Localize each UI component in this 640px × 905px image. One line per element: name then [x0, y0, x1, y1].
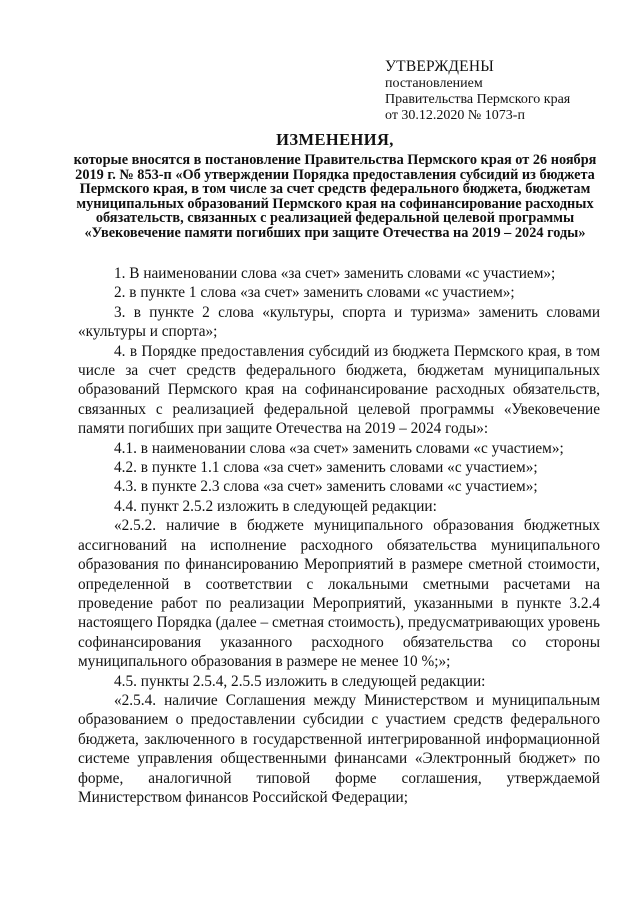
paragraph: 4.5. пункты 2.5.4, 2.5.5 изложить в следующей редакции: — [114, 672, 486, 690]
paragraph: 4.3. в пункте 2.3 слова «за счет» заменить словами «с участием»; — [114, 478, 538, 496]
paragraph: «2.5.2. наличие в бюджете муниципального образования бюджетных ассигнований на исполнение расходного обязательства муниципального образования по финансированию Мероприятий в размере сметной стоимости, определенной в соответствии с локальными сметными расчетами на проведение работ по реализации Мероприятий, указанными в пункте 3.2.4 настоящего Порядка (далее – сметная стоимость), предусматривающих уровень софинансирования указанного расходного обязательства со стороны муниципального образования в размере не менее 10 %;»; — [78, 517, 600, 671]
approval-line: постановлением — [385, 76, 483, 91]
paragraph: 4. в Порядке предоставления субсидий из бюджета Пермского края, в том числе за счет средств федерального бюджета, бюджетам муниципальных образований Пермского края на софинансирование расходных обязательств, связанных с реализацией федеральной целевой программы «Увековечение памяти погибших при защите Отечества на 2019 – 2024 годы»: — [78, 342, 600, 438]
document-body — [78, 264, 600, 807]
approval-line: Правительства Пермского края — [385, 92, 571, 107]
paragraph: «2.5.4. наличие Соглашения между Министерством и муниципальным образованием о предоставлении субсидии с участием средств федерального бюджета, заключенного в государственной интегрированной информационной системе управления общественными финансами «Электронный бюджет» по форме, аналогичной типовой форме соглашения, утверждаемой Министерством финансов Российской Федерации; — [78, 691, 600, 806]
document-heading — [60, 130, 610, 241]
paragraph: 1. В наименовании слова «за счет» заменить словами «с участием»; — [114, 265, 556, 282]
paragraph: 3. в пункте 2 слова «культуры, спорта и туризма» заменить словами «культуры и спорта»; — [78, 303, 600, 341]
paragraph: 4.4. пункт 2.5.2 изложить в следующей редакции: — [114, 497, 437, 515]
document-title: ИЗМЕНЕНИЯ, — [276, 130, 394, 149]
approval-date-number: от 30.12.2020 № 1073-п — [385, 108, 525, 123]
document-subtitle: которые вносятся в постановление Правительства Пермского края от 26 ноября 2019 г. № 853-п «Об утверждении Порядка предоставления субсидий из бюджета Пермского края, в том числе за счет средств федерального бюджета, бюджетам муниципальных образований Пермского края на софинансирование расходных обязательств, связанных с реализацией федеральной целевой программы «Увековечение памяти погибших при защите Отечества на 2019 – 2024 годы» — [73, 152, 597, 241]
paragraph: 4.2. в пункте 1.1 слова «за счет» заменить словами «с участием»; — [114, 459, 538, 477]
approval-stamp — [385, 58, 630, 124]
approval-title: УТВЕРЖДЕНЫ — [385, 58, 494, 75]
paragraph: 2. в пункте 1 слова «за счет» заменить словами «с участием»; — [114, 284, 515, 302]
paragraph: 4.1. в наименовании слова «за счет» заменить словами «с участием»; — [114, 439, 564, 457]
